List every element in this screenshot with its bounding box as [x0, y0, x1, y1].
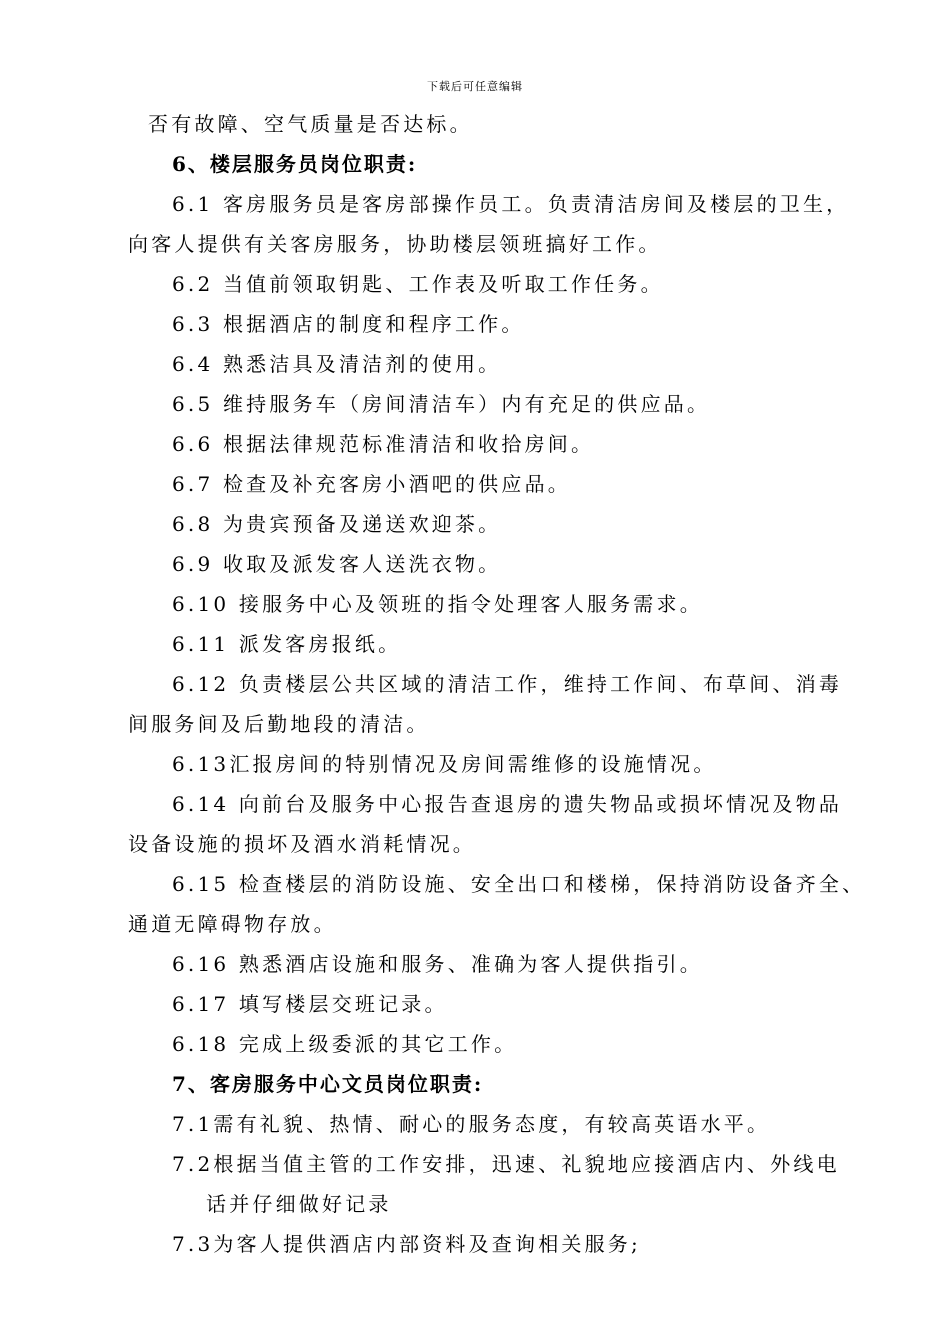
text-line: 6.3 根据酒店的制度和程序工作。	[172, 312, 525, 336]
text-line: 6.14 向前台及服务中心报告查退房的遗失物品或损坏情况及物品	[172, 792, 843, 816]
text-line: 6.8 为贵宾预备及递送欢迎茶。	[172, 512, 502, 536]
text-line: 否有故障、空气质量是否达标。	[148, 112, 473, 136]
text-line: 间服务间及后勤地段的清洁。	[128, 712, 430, 736]
text-line: 6.18 完成上级委派的其它工作。	[172, 1032, 518, 1056]
text-line: 6.7 检查及补充客房小酒吧的供应品。	[172, 472, 571, 496]
text-line: 通道无障碍物存放。	[128, 912, 337, 936]
text-line: 6.16 熟悉酒店设施和服务、准确为客人提供指引。	[172, 952, 703, 976]
header-note: 下载后可任意编辑	[427, 80, 523, 93]
text-line: 设备设施的损坏及酒水消耗情况。	[128, 832, 476, 856]
text-line: 6.6 根据法律规范标准清洁和收拾房间。	[172, 432, 595, 456]
text-line: 6.1 客房服务员是客房部操作员工。负责清洁房间及楼层的卫生，	[172, 192, 850, 216]
text-line: 6.5 维持服务车（房间清洁车）内有充足的供应品。	[172, 392, 711, 416]
text-line: 6.13汇报房间的特别情况及房间需维修的设施情况。	[172, 752, 717, 776]
text-line: 6.10 接服务中心及领班的指令处理客人服务需求。	[172, 592, 703, 616]
text-line: 话并仔细做好记录	[206, 1192, 392, 1216]
text-line: 6.11 派发客房报纸。	[172, 632, 402, 656]
text-line: 向客人提供有关客房服务，协助楼层领班搞好工作。	[128, 232, 662, 256]
text-line: 6.17 填写楼层交班记录。	[172, 992, 448, 1016]
text-line: 7.1需有礼貌、热情、耐心的服务态度，有较高英语水平。	[172, 1112, 771, 1136]
section-heading-7: 7、客房服务中心文员岗位职责:	[172, 1072, 484, 1096]
text-line: 6.15 检查楼层的消防设施、安全出口和楼梯，保持消防设备齐全、	[172, 872, 866, 896]
text-line: 6.12 负责楼层公共区域的清洁工作，维持工作间、布草间、消毒	[172, 672, 843, 696]
text-line: 6.9 收取及派发客人送洗衣物。	[172, 552, 502, 576]
text-line: 6.2 当值前领取钥匙、工作表及听取工作任务。	[172, 272, 664, 296]
text-line: 6.4 熟悉洁具及清洁剂的使用。	[172, 352, 502, 376]
text-line: 7.3为客人提供酒店内部资料及查询相关服务;	[172, 1232, 641, 1256]
section-heading-6: 6、楼层服务员岗位职责:	[172, 152, 418, 176]
document-body	[128, 104, 866, 1264]
text-line: 7.2根据当值主管的工作安排，迅速、礼貌地应接酒店内、外线电	[172, 1152, 840, 1176]
